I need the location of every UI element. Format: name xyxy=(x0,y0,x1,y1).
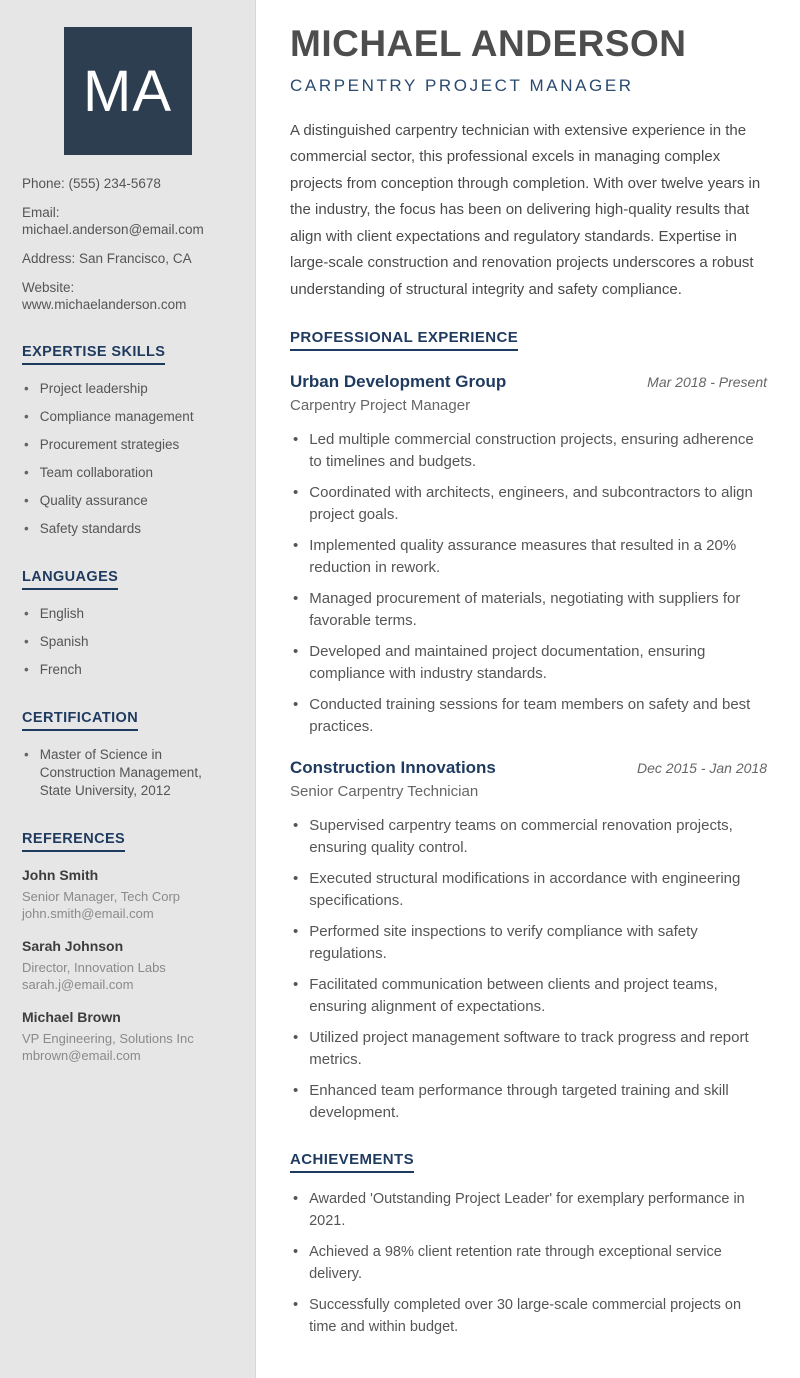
bullet-text: • Achieved a 98% client retention rate through exceptional service delivery. xyxy=(309,1244,722,1282)
reference-entry xyxy=(22,867,233,922)
list-item xyxy=(22,661,233,679)
reference-email: sarah.j@email.com xyxy=(22,977,134,992)
job-role: Senior Carpentry Technician xyxy=(290,783,479,801)
languages-section xyxy=(22,568,233,679)
company-name: Construction Innovations xyxy=(290,758,496,778)
main-content xyxy=(256,0,800,1378)
summary-paragraph: A distinguished carpentry technician with extensive experience in the commercial sector, this professional excels in managing complex projects from conception through completion. With over twelve years in the industry, the focus has been on delivering high-quality results that align with client expectations and regulatory standards. Expertise in large-scale construction and renovation projects underscores a robust understanding of structural integrity and safety compliance. xyxy=(290,121,761,298)
contact-address: Address: San Francisco, CA xyxy=(22,251,192,266)
bullet-text: • Conducted training sessions for team members on safety and best practices. xyxy=(309,696,751,735)
skill-label: • Procurement strategies xyxy=(39,437,180,452)
reference-role: VP Engineering, Solutions Inc xyxy=(22,1031,194,1046)
skill-label: • Team collaboration xyxy=(39,465,154,480)
contact-website: Website: www.michaelanderson.com xyxy=(22,280,187,312)
achievements-bullets xyxy=(290,1189,767,1338)
experience-heading: PROFESSIONAL EXPERIENCE xyxy=(290,329,518,351)
reference-entry xyxy=(22,1009,233,1064)
certification-heading: CERTIFICATION xyxy=(22,710,138,731)
language-label: • Spanish xyxy=(39,634,89,649)
bullet-text: • Enhanced team performance through targeted training and skill development. xyxy=(309,1082,729,1121)
reference-role: Director, Innovation Labs xyxy=(22,960,166,975)
list-item xyxy=(22,746,233,800)
job-entry xyxy=(290,758,767,1123)
achievements-heading: ACHIEVEMENTS xyxy=(290,1151,414,1173)
contact-phone: Phone: (555) 234-5678 xyxy=(22,176,161,191)
experience-section xyxy=(290,329,767,1123)
reference-name: John Smith xyxy=(22,867,99,883)
bullet-text: • Awarded 'Outstanding Project Leader' for exemplary performance in 2021. xyxy=(309,1191,745,1229)
bullet-item xyxy=(290,588,767,631)
list-item xyxy=(22,464,233,482)
bullet-item xyxy=(290,974,767,1017)
person-job-title: CARPENTRY PROJECT MANAGER xyxy=(290,75,634,95)
bullet-text: • Implemented quality assurance measures that resulted in a 20% reduction in rework. xyxy=(309,537,737,576)
bullet-item xyxy=(290,535,767,578)
languages-heading: LANGUAGES xyxy=(22,569,118,590)
list-item xyxy=(22,633,233,651)
language-label: • English xyxy=(39,606,85,621)
job-bullets xyxy=(290,429,767,737)
languages-list xyxy=(22,605,233,679)
bullet-item xyxy=(290,641,767,684)
bullet-item xyxy=(290,429,767,472)
list-item xyxy=(22,520,233,538)
contact-email: Email: michael.anderson@email.com xyxy=(22,205,204,237)
reference-email: john.smith@email.com xyxy=(22,906,154,921)
language-label: • French xyxy=(39,662,82,677)
bullet-item xyxy=(290,921,767,964)
bullet-item xyxy=(290,1080,767,1123)
bullet-text: • Successfully completed over 30 large-scale commercial projects on time and within budget. xyxy=(309,1297,742,1335)
skills-heading: EXPERTISE SKILLS xyxy=(22,344,165,365)
bullet-item xyxy=(290,868,767,911)
references-section xyxy=(22,830,233,1064)
bullet-text: • Executed structural modifications in accordance with engineering specifications. xyxy=(309,870,741,909)
sidebar xyxy=(0,0,256,1378)
references-heading: REFERENCES xyxy=(22,831,125,852)
skill-label: • Quality assurance xyxy=(39,493,148,508)
bullet-text: • Supervised carpentry teams on commercial renovation projects, ensuring quality control. xyxy=(309,817,733,856)
bullet-item xyxy=(290,1189,767,1232)
bullet-text: • Developed and maintained project documentation, ensuring compliance with industry standards. xyxy=(309,643,706,682)
person-name: MICHAEL ANDERSON xyxy=(290,23,687,64)
job-entry xyxy=(290,372,767,737)
bullet-item xyxy=(290,1027,767,1070)
bullet-item xyxy=(290,694,767,737)
reference-role: Senior Manager, Tech Corp xyxy=(22,889,181,904)
avatar-initials: MA xyxy=(83,58,172,124)
achievements-section xyxy=(290,1151,767,1338)
list-item xyxy=(22,492,233,510)
bullet-item xyxy=(290,1242,767,1285)
job-role: Carpentry Project Manager xyxy=(290,397,471,415)
bullet-item xyxy=(290,482,767,525)
skill-label: • Compliance management xyxy=(39,409,194,424)
reference-entry xyxy=(22,938,233,993)
reference-email: mbrown@email.com xyxy=(22,1048,141,1063)
bullet-text: • Facilitated communication between clients and project teams, ensuring alignment of expectations. xyxy=(309,976,718,1015)
list-item xyxy=(22,408,233,426)
certification-list xyxy=(22,746,233,800)
bullet-text: • Performed site inspections to verify compliance with safety regulations. xyxy=(309,923,698,962)
list-item xyxy=(22,436,233,454)
contact-block xyxy=(22,175,233,313)
reference-name: Sarah Johnson xyxy=(22,938,124,954)
job-header xyxy=(290,758,767,778)
skills-section xyxy=(22,343,233,538)
avatar xyxy=(64,27,192,155)
bullet-text: • Coordinated with architects, engineers, and subcontractors to align project goals. xyxy=(309,484,753,523)
job-bullets xyxy=(290,815,767,1123)
job-header xyxy=(290,372,767,392)
skill-label: • Project leadership xyxy=(39,381,148,396)
skills-list xyxy=(22,380,233,538)
skill-label: • Safety standards xyxy=(39,521,142,536)
bullet-item xyxy=(290,815,767,858)
company-name: Urban Development Group xyxy=(290,372,507,392)
list-item xyxy=(22,380,233,398)
certification-label: • Master of Science in Construction Management, State University, 2012 xyxy=(39,747,202,798)
certification-section xyxy=(22,709,233,800)
bullet-text: • Utilized project management software to track progress and report metrics. xyxy=(309,1029,749,1068)
bullet-text: • Led multiple commercial construction projects, ensuring adherence to timelines and budgets. xyxy=(309,431,754,470)
job-dates: Mar 2018 - Present xyxy=(647,374,767,391)
bullet-item xyxy=(290,1295,767,1338)
reference-name: Michael Brown xyxy=(22,1009,121,1025)
bullet-text: • Managed procurement of materials, negotiating with suppliers for favorable terms. xyxy=(309,590,741,629)
job-dates: Dec 2015 - Jan 2018 xyxy=(637,760,767,777)
list-item xyxy=(22,605,233,623)
